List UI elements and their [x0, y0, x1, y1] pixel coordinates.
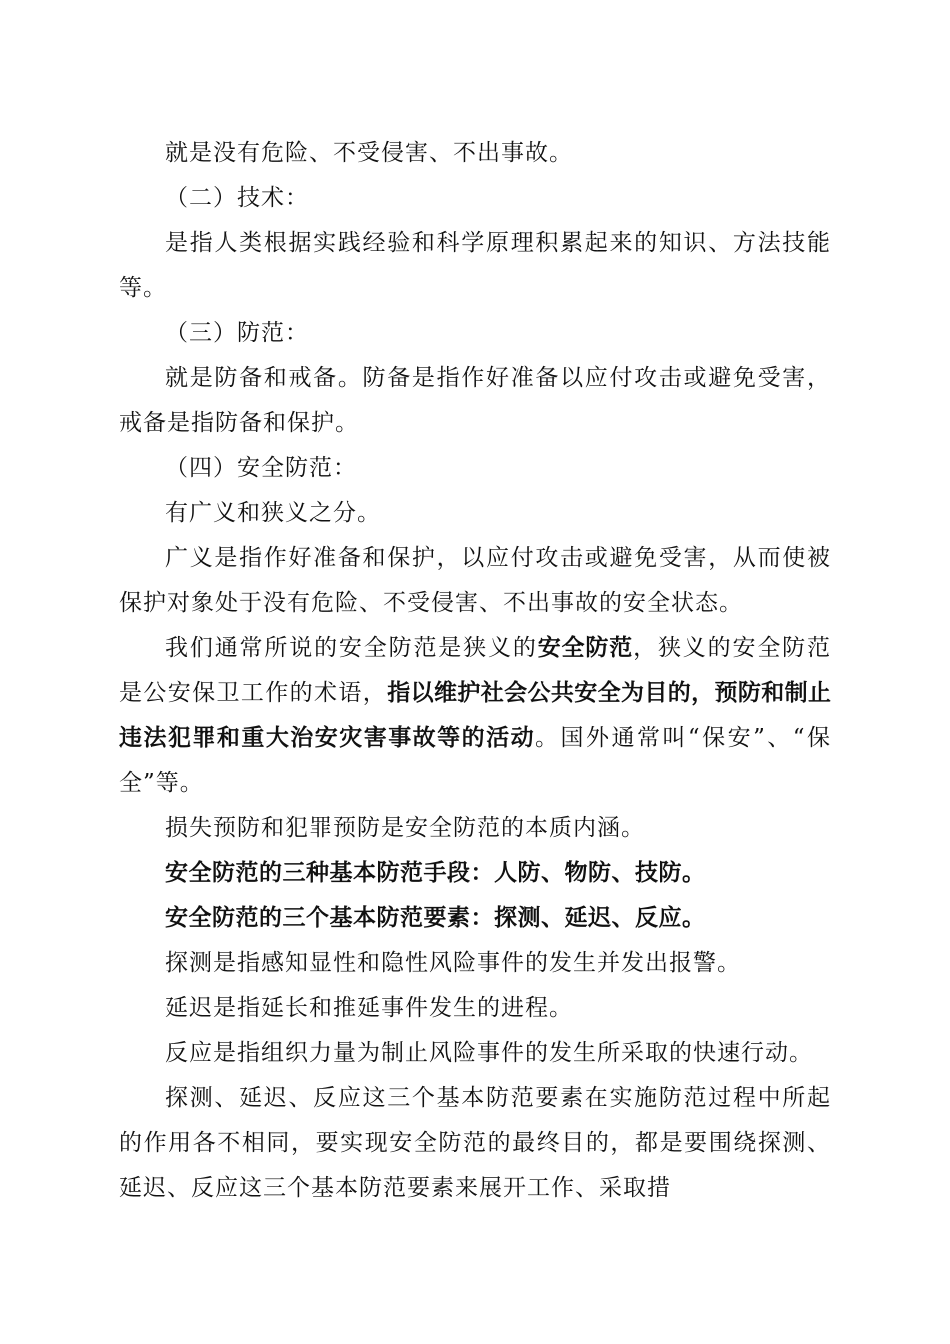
paragraph-narrow-sense	[119, 626, 831, 806]
heading-technology: （二）技术：	[165, 185, 309, 211]
narrow-sense-text-1: 我们通常所说的安全防范是狭义的	[165, 635, 538, 661]
narrow-sense-text-3: 。国外通常叫“保安”、“保全”等。	[119, 725, 831, 796]
paragraph-detection: 探测是指感知显性和隐性风险事件的发生并发出报警。	[165, 950, 741, 976]
paragraph-safety-definition: 就是没有危险、不受侵害、不出事故。	[165, 140, 573, 166]
paragraph-delay: 延迟是指延长和推延事件发生的进程。	[165, 995, 573, 1021]
narrow-sense-bold-definition: 指以维护社会公共安全为目的，预防和制止违法犯罪和重大治安灾害事故等的活动	[119, 680, 832, 751]
paragraph-elements-role: 探测、延迟、反应这三个基本防范要素在实施防范过程中所起的作用各不相同，要实现安全防范的最终目的，都是要围绕探测、延迟、反应这三个基本防范要素来展开工作、采取措	[119, 1085, 831, 1201]
paragraph-three-elements: 安全防范的三个基本防范要素：探测、延迟、反应。	[165, 905, 706, 931]
paragraph-three-means: 安全防范的三种基本防范手段：人防、物防、技防。	[165, 860, 706, 886]
document-body	[119, 131, 831, 1211]
narrow-sense-text-2: ，狭义的安全防范是公安保卫工作的术语，	[119, 635, 832, 706]
paragraph-essence: 损失预防和犯罪预防是安全防范的本质内涵。	[165, 815, 645, 841]
paragraph-response: 反应是指组织力量为制止风险事件的发生所采取的快速行动。	[165, 1040, 813, 1066]
heading-prevention: （三）防范：	[165, 320, 309, 346]
paragraph-broad-narrow: 有广义和狭义之分。	[165, 500, 381, 526]
paragraph-technology-definition: 是指人类根据实践经验和科学原理积累起来的知识、方法技能等。	[119, 230, 831, 301]
heading-security-prevention: （四）安全防范：	[165, 455, 357, 481]
narrow-sense-bold-term: 安全防范	[537, 635, 634, 661]
paragraph-broad-sense: 广义是指作好准备和保护，以应付攻击或避免受害，从而使被保护对象处于没有危险、不受侵害、不出事故的安全状态。	[119, 545, 831, 616]
paragraph-prevention-definition: 就是防备和戒备。防备是指作好准备以应付攻击或避免受害，戒备是指防备和保护。	[119, 365, 831, 436]
